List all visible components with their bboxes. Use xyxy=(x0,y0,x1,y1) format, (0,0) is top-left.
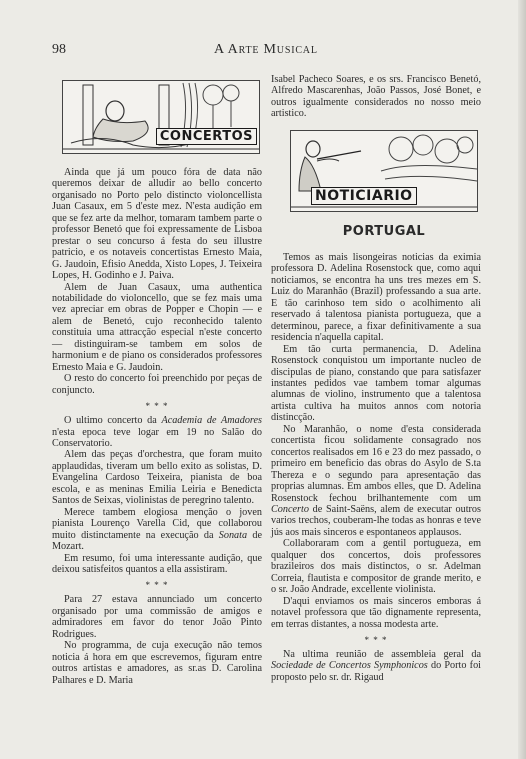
section-separator: * * * xyxy=(364,634,388,645)
paragraph xyxy=(271,424,481,539)
text-run: de Mozart. xyxy=(52,529,262,553)
paragraph xyxy=(52,415,262,449)
paragraph: D'aqui enviamos os mais sinceros emboras á notavel professora que tão dignamente representa, em terras distantes, a nossa modesta arte. xyxy=(271,595,481,630)
noticiario-vignette xyxy=(290,130,478,212)
paragraph: Em tão curta permanencia, D. Adelina Rosenstock conquistou um importante nucleo de discipulas de piano, constando que para satisfazer instantes pedidos vae tambem tomar algumas alumnas de violino, instrumento que a talentosa artista cultiva ha muitos annos com notoria distincção. xyxy=(271,343,481,424)
page-number: 98 xyxy=(52,42,66,57)
italic-text: Sociedade de Concertos Symphonicos xyxy=(271,660,428,672)
noticiario-label: NOTICIARIO xyxy=(311,187,417,205)
paragraph: Alem de Juan Casaux, uma authentica notabilidade do violoncello, que se fez mais uma vez apreciar em obras de Popper e Chopin — e alem de Benetó, cujo reconhecido talento constituia uma attracção especial n'este concerto — distinguiram-se tambem em solos de harmonium e de piano os considerados professores Ernesto Maia e G. Jaudoin. xyxy=(52,281,262,373)
italic-text: Concerto xyxy=(271,503,309,515)
section-separator: * * * xyxy=(145,401,169,412)
section-heading-portugal: PORTUGAL xyxy=(342,224,426,239)
paragraph: Isabel Pacheco Soares, e os srs. Francisco Benetó, Alfredo Mascarenhas, João Passos, José Bonet, e outros igualmente considerados no nosso meio artistico. xyxy=(271,74,481,120)
text-run: O ultimo concerto da xyxy=(64,415,162,427)
paragraph: Ainda que já um pouco fóra de data não queremos deixar de alludir ao bello concerto organisado no Porto pelo distincto violoncellista Juan Casaux, em 5 d'este mez. N'esta audição em que se fez arte da melhor, tomaram tambem parte o professor Benetó que foi expressamente de Lisboa prestar o seu concurso á festa do seu illustre patricio, e os notaveis concertistas Ernesto Maia, G. Jaudoin, Efisio Anedda, Xisto Lopes, J. Teixeira Lopes, H. Godinho e J. Paiva. xyxy=(52,167,262,282)
right-column-top xyxy=(271,74,481,120)
text-run: Na ultima reunião de assembleia geral da xyxy=(283,648,481,660)
text-run: No Maranhão, o nome d'esta considerada concertista ficou solidamente consagrado nos concertos realisados em 16 e 23 do mez passado, o primeiro em beneficio das obras do Asylo de S.ta Thereza e o segundo para apresentação das proprias alumnas. Em ambos elles, que D. Adelina Rosenstock fechou brilhantemente com um xyxy=(271,423,481,504)
page-header xyxy=(52,42,482,62)
paragraph: Em resumo, foi uma interessante audição, que deixou satisfeitos quantos a ella assistiram. xyxy=(52,552,262,575)
right-column xyxy=(271,252,481,683)
paragraph: Para 27 estava annunciado um concerto organisado por uma commissão de amigos e admiradores em favor do tenor João Pinto Rodrigues. xyxy=(52,594,262,640)
paragraph: Collaboraram com a gentil portugueza, em qualquer dos concertos, dois professores brazileiros dos mais distinctos, o sr. Adelman Correia, flautista e compositor de grande merito, e o sr. João Andrade, excellente violinista. xyxy=(271,538,481,596)
running-title: A Arte Musical xyxy=(214,42,318,57)
text-run: de Saint-Saëns, alem de executar outros varios trechos, couberam-lhe todas as honras e teve jús aos mais sinceros e espontaneos applausos. xyxy=(271,503,481,538)
italic-text: Sonata xyxy=(218,529,248,541)
paragraph: Alem das peças d'orchestra, que foram muito applaudidas, tiveram um bello exito as solistas, D. Evangelina Cardoso Teixeira, pianista de boa escola, e as meninas Emilia Leiria e Benedicta Santos de Seixas, violinistas de peregrino talento. xyxy=(52,449,262,507)
paragraph xyxy=(271,649,481,683)
text-run: Merece tambem elogiosa menção o joven pianista Lourenço Varella Cid, que collaborou muito distinctamente na execução da xyxy=(52,506,262,541)
paragraph: No programma, de cuja execução não temos noticia á hora em que escrevemos, figuram entre outros artistas e amadores, as sr.as D. Carolina Palhares e D. Maria xyxy=(52,640,262,686)
paragraph: O resto do concerto foi preenchido por peças de conjuncto. xyxy=(52,373,262,396)
paragraph: Temos as mais lisongeiras noticias da eximia professora D. Adelina Rosenstock que, como aqui noticiamos, se encontra ha uns tres mezes em S. Luiz do Maranhão (Brazil) professando a sua arte. E tão carinhoso tem sido o acolhimento ali reservado á talentosa pianista portugueza, que a determinou, parece, a fixar definitivamente a sua residencia n'aquella capital. xyxy=(271,252,481,344)
section-separator: * * * xyxy=(145,580,169,591)
page-edge xyxy=(518,0,526,759)
concertos-vignette xyxy=(62,80,260,154)
concertos-label: CONCERTOS xyxy=(156,128,257,145)
italic-text: Academia de Amadores xyxy=(161,415,262,427)
text-run: n'esta epoca teve logar em 19 no Salão do Conservatorio. xyxy=(52,426,262,449)
text-run: do Porto foi proposto pelo sr. dr. Rigaud xyxy=(271,660,481,683)
left-column xyxy=(52,167,262,686)
paragraph xyxy=(52,507,262,553)
